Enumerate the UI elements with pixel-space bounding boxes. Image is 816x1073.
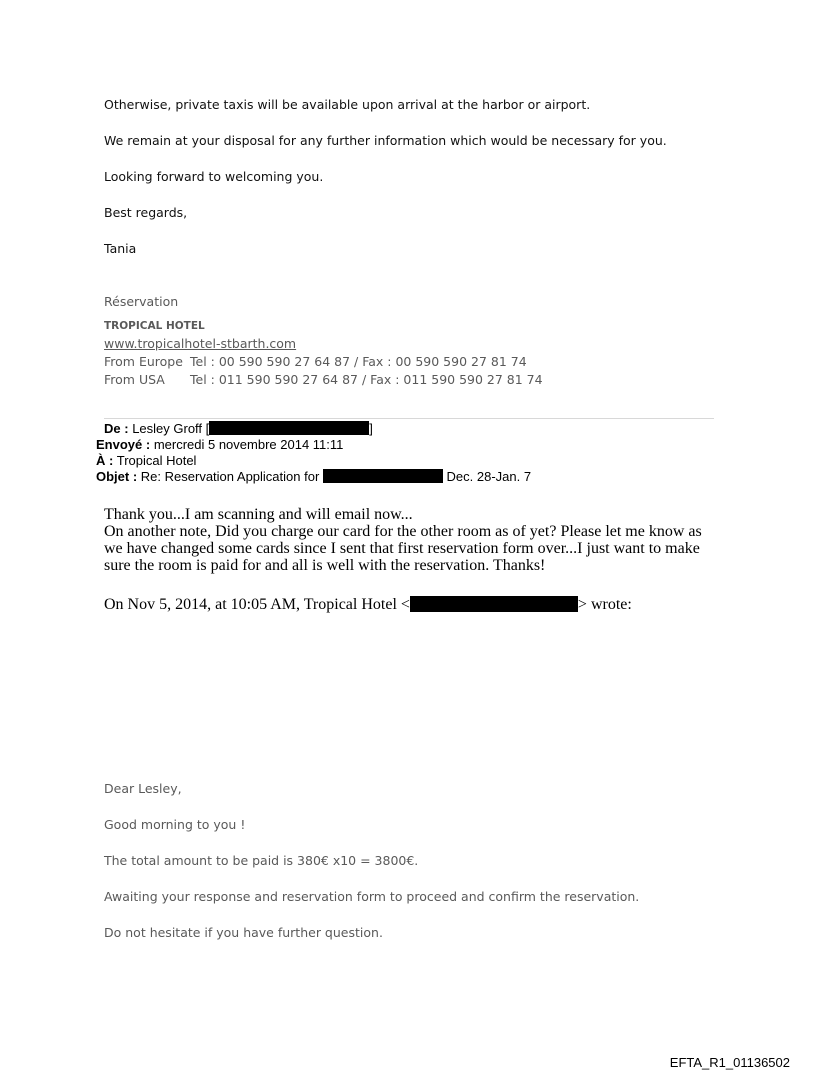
usa-label: From USA bbox=[104, 372, 165, 387]
signature-department: Réservation bbox=[104, 294, 179, 309]
reply-line-1: Thank you...I am scanning and will email now... bbox=[104, 506, 413, 523]
redacted-name-block bbox=[323, 469, 443, 483]
quote-attribution bbox=[104, 596, 632, 613]
redacted-hotel-email-block bbox=[410, 596, 578, 612]
reply-line-4: sure the room is paid for and all is well with the reservation. Thanks! bbox=[104, 557, 546, 574]
to-value: Tropical Hotel bbox=[116, 453, 197, 468]
document-id-footer: EFTA_R1_01136502 bbox=[669, 1055, 790, 1070]
sent-value: mercredi 5 novembre 2014 11:11 bbox=[153, 437, 344, 452]
quoted-greeting: Dear Lesley, bbox=[104, 781, 182, 796]
quoted-do-not-hesitate: Do not hesitate if you have further question. bbox=[104, 925, 383, 940]
closing-regards: Best regards, bbox=[104, 205, 188, 220]
subject-tail: Dec. 28-Jan. 7 bbox=[446, 469, 532, 484]
usa-phone-fax: Tel : 011 590 590 27 64 87 / Fax : 011 590 590 27 81 74 bbox=[190, 372, 543, 387]
sent-label: Envoyé : bbox=[96, 437, 151, 452]
body-paragraph-disposal: We remain at your disposal for any further information which would be necessary for you. bbox=[104, 133, 667, 148]
signature-usa-contact bbox=[104, 372, 543, 387]
quoted-total-amount: The total amount to be paid is 380€ x10 = 3800€. bbox=[104, 853, 419, 868]
header-divider bbox=[104, 418, 714, 419]
subject-value: Re: Reservation Application for bbox=[140, 469, 320, 484]
to-label: À : bbox=[96, 453, 114, 468]
signature-hotel-name: TROPICAL HOTEL bbox=[104, 320, 205, 332]
header-subject bbox=[96, 469, 531, 484]
quoted-good-morning: Good morning to you ! bbox=[104, 817, 246, 832]
from-value: Lesley Groff [ bbox=[132, 421, 210, 436]
reply-line-2: On another note, Did you charge our card for the other room as of yet? Please let me know as bbox=[104, 523, 702, 540]
header-from bbox=[104, 421, 373, 436]
quote-prefix: On Nov 5, 2014, at 10:05 AM, Tropical Hotel < bbox=[104, 596, 410, 613]
quoted-awaiting-response: Awaiting your response and reservation form to proceed and confirm the reservation. bbox=[104, 889, 640, 904]
signature-website-link[interactable]: www.tropicalhotel-stbarth.com bbox=[104, 336, 297, 351]
body-paragraph-welcome: Looking forward to welcoming you. bbox=[104, 169, 324, 184]
redacted-email-block bbox=[209, 421, 369, 435]
europe-label: From Europe bbox=[104, 354, 183, 369]
from-label: De : bbox=[104, 421, 129, 436]
sender-name: Tania bbox=[104, 241, 137, 256]
body-paragraph-taxis: Otherwise, private taxis will be available upon arrival at the harbor or airport. bbox=[104, 97, 591, 112]
europe-phone-fax: Tel : 00 590 590 27 64 87 / Fax : 00 590 590 27 81 74 bbox=[190, 354, 527, 369]
header-to bbox=[96, 453, 196, 468]
reply-line-3: we have changed some cards since I sent that first reservation form over...I just want to make bbox=[104, 540, 700, 557]
from-close: ] bbox=[369, 421, 373, 436]
signature-europe-contact bbox=[104, 354, 527, 369]
header-sent bbox=[96, 437, 343, 452]
quote-suffix: > wrote: bbox=[577, 596, 632, 613]
subject-label: Objet : bbox=[96, 469, 138, 484]
